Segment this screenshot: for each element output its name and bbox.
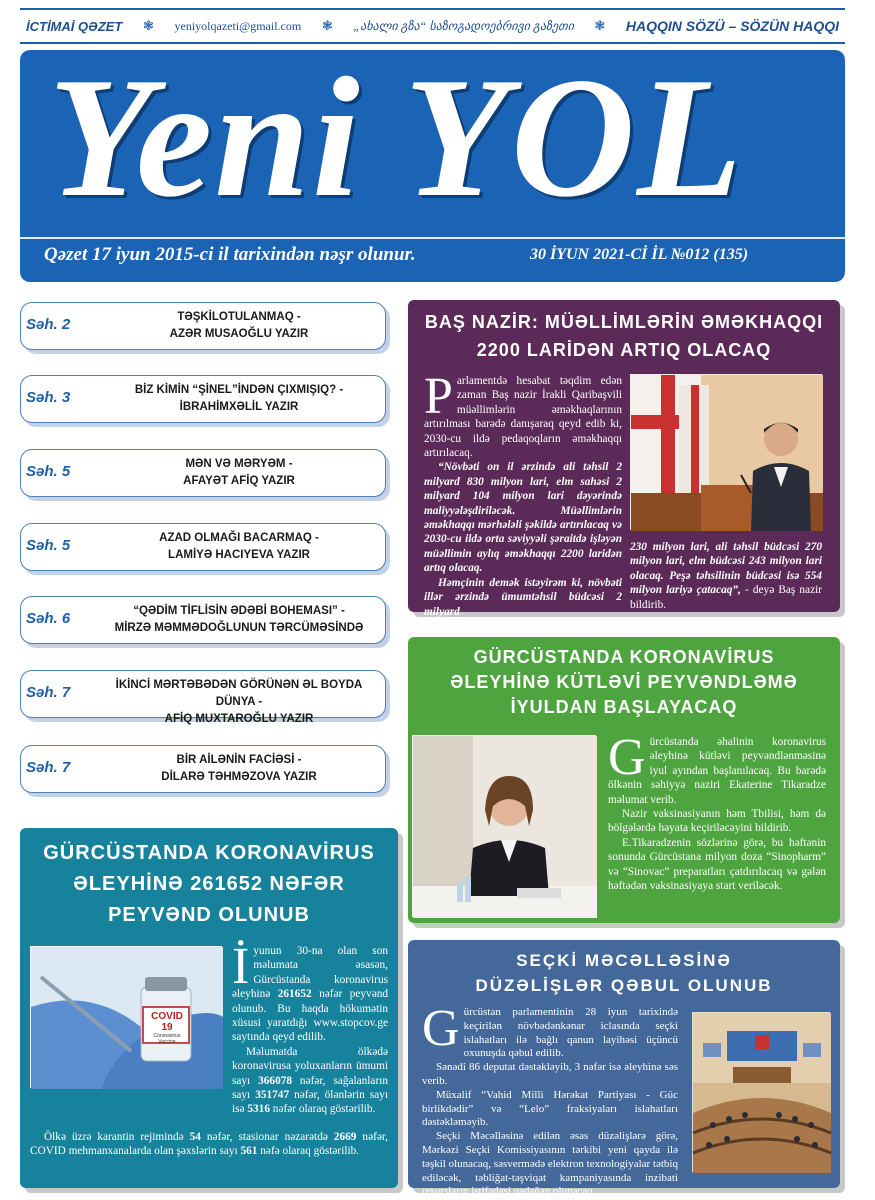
vial-label: COVID 19 [151, 1011, 183, 1033]
article-body: Gürcüstan parlamentinin 28 iyun tarixində keçirilən növbədənkənar iclasında seçki islahatları ilə bağlı qanun layihəsi üçüncü oxunuşda qəbul edilib. Sənədi 86 deputat dəstəkləyib, 3 nəfər isə əleyhinə səs verib. Müxalif “Vahid Milli Hərəkat Partiyası - Güc birlikdədir” və “Lelo” fraksiyaları islahatları dəstəkləməyib. Seçki Məcəlləsinə edilən əsas düzəlişlərə görə, Mərkəzi Seçki Komissiyasının tərkibi yeni qayda ilə təşkil olunacaq, səsvermədə elektron texnologiyalar tətbiq ediləcək, təbliğat-təşviqat kampaniyasında inzibati resursların istifadəsi qadağan olunacaq. [422, 1000, 678, 1198]
index-item[interactable] [20, 670, 390, 725]
index-item[interactable] [20, 449, 390, 501]
article-mass-vaccination [408, 637, 840, 923]
snowflake-separator-icon: ❃ [143, 18, 154, 33]
index-headline: BİR AİLƏNİN FACİƏSİ - DİLARƏ TƏHMƏZOVA YAZIR [161, 754, 317, 783]
index-headline: İKİNCİ MƏRTƏBƏDƏN GÖRÜNƏN ƏL BOYDA DÜNYA - AFİQ MUXTAROĞLU YAZIR [115, 679, 363, 725]
health-minister-photo [412, 735, 596, 917]
article-headline: GÜRCÜSTANDA KORONAVİRUS ƏLEYHİNƏ 261652 NƏFƏR PEYVƏND OLUNUB [43, 842, 375, 926]
vial-sublabel: Coronavirus Vaccine [153, 1033, 181, 1045]
article-body: Gürcüstanda əhalinin koronavirus əleyhinə kütləvi peyvəndlənməsinə iyul ayından başlanılacaq. Bu barədə ölkənin səhiyyə naziri Ekaterine Tikaradze məlumat verib. Nazir vaksinasiyanın həm Tbilisi, həm də bölgələrdə həyata keçiriləcəyini bildirib. E.Tikaradzenin sözlərinə görə, bu həftənin sonunda Gürcüstana milyon doza “Sinopharm” və “Sinovac” preparatları çatdırılacaq və gələn həftədən vaksinasiyaya start veriləcək. [608, 729, 826, 893]
paper-type-label: İCTİMAİ QƏZET [26, 18, 123, 34]
top-strip [20, 8, 845, 44]
snowflake-separator-icon: ❃ [594, 18, 606, 33]
motto: HAQQIN SÖZÜ – SÖZÜN HAQQI [625, 18, 839, 34]
index-headline: TƏŞKİLOTULANMAQ - AZƏR MUSAOĞLU YAZIR [169, 311, 309, 340]
snowflake-separator-icon: ❃ [321, 18, 333, 33]
issue-date: 30 İYUN 2021-Cİ İL №012 (135) [530, 246, 749, 263]
masthead [20, 43, 845, 282]
index-item[interactable] [20, 745, 390, 797]
article-headline: SEÇKİ MƏCƏLLƏSİNƏ DÜZƏLİŞLƏR QƏBUL OLUNUB [475, 951, 773, 995]
index-page-number: Səh. 2 [26, 316, 71, 333]
index-page-number: Səh. 7 [26, 759, 71, 776]
index-page-number: Səh. 3 [26, 389, 71, 406]
index-headline: “QƏDİM TİFLİSİN ƏDƏBİ BOHEMASI” - MİRZƏ MƏMMƏDOĞLUNUN TƏRCÜMƏSİNDƏ [114, 605, 364, 634]
masthead-divider [20, 237, 845, 239]
index-headline: MƏN VƏ MƏRYƏM - AFAYƏT AFİQ YAZIR [183, 458, 295, 487]
index-page-number: Səh. 5 [26, 537, 71, 554]
index-page-number: Səh. 6 [26, 610, 71, 627]
index-item[interactable] [20, 596, 390, 648]
index-item[interactable] [20, 375, 390, 427]
article-body-continued: Ölkə üzrə karantin rejimində 54 nəfər, stasionar nəzarətdə 2669 nəfər, COVID mehmanxanalarda olan şəxslərin sayı 561 nəfə olaraq göstərilib. [30, 1131, 388, 1158]
prime-minister-photo [630, 374, 822, 530]
article-election-code [408, 940, 840, 1198]
index-item[interactable] [20, 523, 390, 575]
index-headline: BİZ KİMİN “ŞİNEL”İNDƏN ÇIXMIŞIQ? - İBRAHİMXƏLİL YAZIR [134, 384, 344, 413]
newspaper-title: Yeni YOL [48, 43, 745, 233]
article-pm-salary [408, 300, 840, 618]
article-body: İyunun 30-na olan son məlumata əsasən, Gürcüstanda koronavirus əleyhinə 261652 nəfər peyvənd olunub. Bu haqda hökumətin xüsusi yaratdığı www.stopcov.ge saytında qeyd edilib. Məlumatda ölkədə koronavirusa yoluxanların ümumi sayı 366078 nəfər, sağalanların sayı 351747 nəfər, ölənlərin sayı isə 5316 nəfər olaraq göstərilib. [232, 938, 389, 1116]
index-page-number: Səh. 5 [26, 463, 71, 480]
article-body-continued: 230 milyon lari, ali təhsil büdcəsi 270 milyon lari, elm büdcəsi 243 milyon lari olacaq. Peşə təhsilinin büdcəsi isə 554 milyon lariyə çatacaq”, - deyə Baş nazir bildirib. [630, 541, 822, 611]
index-item[interactable] [20, 302, 390, 354]
index-page-number: Səh. 7 [26, 684, 71, 701]
article-headline: BAŞ NAZİR: MÜƏLLİMLƏRİN ƏMƏKHAQQI 2200 LARİDƏN ARTIQ OLACAQ [424, 312, 824, 360]
article-vaccination-count [20, 828, 398, 1188]
masthead-subtitle: Qəzet 17 iyun 2015-ci il tarixindən nəşr olunur. [44, 244, 416, 265]
georgian-tagline: „ახალი გზა“ საზოგადოებრივი გაზეთი [353, 18, 574, 33]
article-body: Parlamentdə hesabat təqdim edən zaman Baş nazir İrakli Qaribaşvili müəllimlərin əməkhaqlarının artırılması barədə danışaraq qeyd edib ki, 2030-cu ildə pedaqoqların əməkhaqqı artırılacaq. “Növbəti on il ərzində ali təhsil 2 milyard 830 milyon lari, elm sahəsi 2 milyard 104 milyon lari dəyərində maliyyələşdiriləcək. Müəllimlərin əməkhaqqı mərhələli şəkildə artırılacaq və 2030-cu ildə orta səviyyəli şəraitdə işləyən müəllimin aylıq əməkhaqqı 2200 laridən artıq olacaq. Həmçinin demək istəyirəm ki, növbəti illər ərzində ümumtəhsil büdcəsi 2 milyard [424, 368, 622, 618]
index-headline: AZAD OLMAĞI BACARMAQ - LAMİYƏ HACIYEVA YAZIR [159, 532, 319, 561]
article-headline: GÜRCÜSTANDA KORONAVİRUS ƏLEYHİNƏ KÜTLƏVİ PEYVƏNDLƏMƏ İYULDAN BAŞLAYACAQ [450, 647, 798, 717]
email-link[interactable]: yeniyolqazeti@gmail.com [174, 18, 302, 33]
parliament-hall-photo [692, 1012, 830, 1172]
covid-vaccine-photo [30, 946, 222, 1088]
